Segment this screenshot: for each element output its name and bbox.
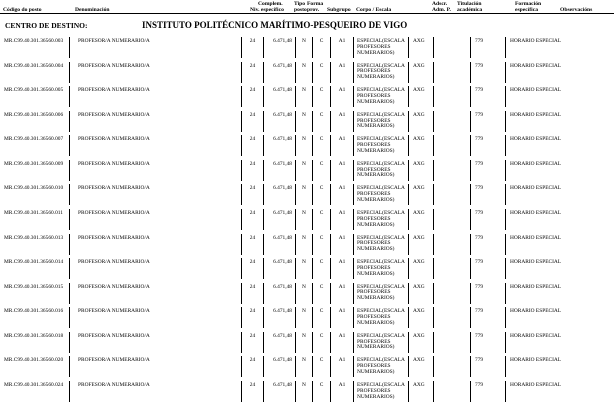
cell-formacion: 779 [470, 356, 505, 377]
cell-denominacion: PROFESOR/A NUMERARIO/A [69, 332, 241, 353]
cell-denominacion: PROFESOR/A NUMERARIO/A [69, 381, 241, 402]
cell-nivel: 24 [241, 307, 263, 328]
table-row [0, 62, 614, 83]
cell-corpo-escala: ESPECIAL(ESCALA PROFESORES NUMERARIOS) [353, 258, 408, 279]
cell-formacion: 779 [470, 209, 505, 230]
cell-forma-prov: C [312, 62, 330, 83]
cell-corpo-escala: ESPECIAL(ESCALA PROFESORES NUMERARIOS) [353, 62, 408, 83]
cell-forma-prov: C [312, 381, 330, 402]
cell-codigo-posto: MR.C99.40.301.36560.014 [4, 259, 64, 266]
cell-tipo-posto: N [295, 381, 312, 402]
cell-codigo-posto: MR.C99.40.301.36560.006 [4, 111, 64, 118]
cell-denominacion: PROFESOR/A NUMERARIO/A [69, 86, 241, 107]
col-header-formacion: Formación [515, 1, 542, 7]
cell-tipo-posto: N [295, 356, 312, 377]
cell-corpo-escala: ESPECIAL(ESCALA PROFESORES NUMERARIOS) [353, 356, 408, 377]
cell-tipo-posto: N [295, 62, 312, 83]
cell-denominacion: PROFESOR/A NUMERARIO/A [69, 111, 241, 132]
cell-tipo-posto: N [295, 86, 312, 107]
cell-tipo-posto: N [295, 111, 312, 132]
cell-nivel: 24 [241, 37, 263, 58]
cell-corpo-escala: ESPECIAL(ESCALA PROFESORES NUMERARIOS) [353, 135, 408, 156]
cell-subgrupo: A1 [330, 184, 353, 205]
cell-adscr-adm-p: AXG [408, 86, 433, 107]
cell-nivel: 24 [241, 135, 263, 156]
cell-observacions: HORARIO ESPECIAL [505, 356, 614, 377]
cell-formacion: 779 [470, 332, 505, 353]
cell-subgrupo: A1 [330, 160, 353, 181]
cell-subgrupo: A1 [330, 209, 353, 230]
cell-subgrupo: A1 [330, 234, 353, 255]
cell-titulacion [433, 356, 470, 377]
cell-forma-prov: C [312, 184, 330, 205]
cell-forma-prov: C [312, 209, 330, 230]
col-header-complem: Complem. [258, 1, 283, 7]
col-header-subgrupo: Subgrupo [327, 7, 351, 13]
cell-complem-especifico: 6.471,48 [263, 258, 295, 279]
cell-tipo-posto: N [295, 37, 312, 58]
table-row [0, 381, 614, 402]
cell-denominacion: PROFESOR/A NUMERARIO/A [69, 307, 241, 328]
col-header-titulacion: Titulación [457, 1, 482, 7]
cell-observacions: HORARIO ESPECIAL [505, 184, 614, 205]
cell-complem-especifico: 6.471,48 [263, 381, 295, 402]
cell-forma-prov: C [312, 283, 330, 304]
table-row [0, 332, 614, 353]
cell-denominacion: PROFESOR/A NUMERARIO/A [69, 209, 241, 230]
cell-complem-especifico: 6.471,48 [263, 283, 295, 304]
cell-observacions: HORARIO ESPECIAL [505, 283, 614, 304]
cell-nivel: 24 [241, 86, 263, 107]
cell-subgrupo: A1 [330, 135, 353, 156]
cell-subgrupo: A1 [330, 283, 353, 304]
table-row [0, 258, 614, 279]
cell-denominacion: PROFESOR/A NUMERARIO/A [69, 258, 241, 279]
col-header-adm-p: Adm. P. [432, 7, 451, 13]
cell-denominacion: PROFESOR/A NUMERARIO/A [69, 160, 241, 181]
cell-corpo-escala: ESPECIAL(ESCALA PROFESORES NUMERARIOS) [353, 381, 408, 402]
cell-formacion: 779 [470, 307, 505, 328]
col-header-prov: prov. [307, 7, 320, 13]
cell-forma-prov: C [312, 332, 330, 353]
cell-corpo-escala: ESPECIAL(ESCALA PROFESORES NUMERARIOS) [353, 111, 408, 132]
cell-formacion: 779 [470, 135, 505, 156]
cell-forma-prov: C [312, 86, 330, 107]
cell-corpo-escala: ESPECIAL(ESCALA PROFESORES NUMERARIOS) [353, 160, 408, 181]
cell-tipo-posto: N [295, 135, 312, 156]
cell-subgrupo: A1 [330, 111, 353, 132]
col-header-niv-especifico: Niv. específico [250, 7, 284, 13]
table-row [0, 184, 614, 205]
cell-observacions: HORARIO ESPECIAL [505, 86, 614, 107]
cell-codigo-posto: MR.C99.40.301.36560.020 [4, 357, 64, 364]
cell-tipo-posto: N [295, 209, 312, 230]
cell-complem-especifico: 6.471,48 [263, 135, 295, 156]
cell-forma-prov: C [312, 258, 330, 279]
cell-subgrupo: A1 [330, 258, 353, 279]
table-row [0, 234, 614, 255]
cell-codigo-posto: MR.C99.40.301.36560.016 [4, 308, 64, 315]
cell-forma-prov: C [312, 160, 330, 181]
table-row [0, 135, 614, 156]
cell-observacions: HORARIO ESPECIAL [505, 234, 614, 255]
table-row [0, 283, 614, 304]
cell-complem-especifico: 6.471,48 [263, 111, 295, 132]
table-row [0, 37, 614, 58]
cell-subgrupo: A1 [330, 62, 353, 83]
cell-adscr-adm-p: AXG [408, 62, 433, 83]
cell-complem-especifico: 6.471,48 [263, 234, 295, 255]
cell-nivel: 24 [241, 184, 263, 205]
table-row [0, 86, 614, 107]
cell-complem-especifico: 6.471,48 [263, 332, 295, 353]
cell-corpo-escala: ESPECIAL(ESCALA PROFESORES NUMERARIOS) [353, 307, 408, 328]
cell-adscr-adm-p: AXG [408, 135, 433, 156]
cell-nivel: 24 [241, 283, 263, 304]
cell-subgrupo: A1 [330, 332, 353, 353]
cell-titulacion [433, 381, 470, 402]
cell-subgrupo: A1 [330, 307, 353, 328]
cell-formacion: 779 [470, 283, 505, 304]
col-header-codigo: Código do posto [3, 7, 42, 13]
cell-adscr-adm-p: AXG [408, 381, 433, 402]
cell-corpo-escala: ESPECIAL(ESCALA PROFESORES NUMERARIOS) [353, 209, 408, 230]
cell-adscr-adm-p: AXG [408, 356, 433, 377]
cell-tipo-posto: N [295, 332, 312, 353]
cell-forma-prov: C [312, 111, 330, 132]
cell-nivel: 24 [241, 160, 263, 181]
cell-corpo-escala: ESPECIAL(ESCALA PROFESORES NUMERARIOS) [353, 332, 408, 353]
cell-titulacion [433, 184, 470, 205]
cell-titulacion [433, 283, 470, 304]
col-header-especifica: específica [515, 7, 538, 13]
cell-codigo-posto: MR.C99.40.301.36560.010 [4, 185, 64, 192]
cell-codigo-posto: MR.C99.40.301.36560.018 [4, 332, 64, 339]
cell-nivel: 24 [241, 62, 263, 83]
cell-adscr-adm-p: AXG [408, 234, 433, 255]
cell-titulacion [433, 62, 470, 83]
cell-forma-prov: C [312, 307, 330, 328]
cell-forma-prov: C [312, 356, 330, 377]
cell-codigo-posto: MR.C99.40.301.36560.015 [4, 283, 64, 290]
cell-forma-prov: C [312, 37, 330, 58]
centro-destino-value: INSTITUTO POLITÉCNICO MARÍTIMO-PESQUEIRO DE VIGO [142, 19, 408, 30]
cell-observacions: HORARIO ESPECIAL [505, 37, 614, 58]
cell-adscr-adm-p: AXG [408, 283, 433, 304]
cell-complem-especifico: 6.471,48 [263, 209, 295, 230]
cell-formacion: 779 [470, 381, 505, 402]
cell-nivel: 24 [241, 111, 263, 132]
cell-complem-especifico: 6.471,48 [263, 62, 295, 83]
cell-tipo-posto: N [295, 184, 312, 205]
col-header-academica: académica [457, 7, 483, 13]
cell-complem-especifico: 6.471,48 [263, 184, 295, 205]
cell-titulacion [433, 86, 470, 107]
cell-complem-especifico: 6.471,48 [263, 160, 295, 181]
cell-adscr-adm-p: AXG [408, 258, 433, 279]
col-header-forma: Forma [307, 1, 324, 7]
cell-complem-especifico: 6.471,48 [263, 356, 295, 377]
col-header-denominacion: Denominación [75, 7, 110, 13]
cell-formacion: 779 [470, 184, 505, 205]
table-row [0, 307, 614, 328]
cell-nivel: 24 [241, 209, 263, 230]
cell-corpo-escala: ESPECIAL(ESCALA PROFESORES NUMERARIOS) [353, 283, 408, 304]
table-row [0, 209, 614, 230]
cell-adscr-adm-p: AXG [408, 184, 433, 205]
cell-observacions: HORARIO ESPECIAL [505, 160, 614, 181]
cell-forma-prov: C [312, 234, 330, 255]
cell-tipo-posto: N [295, 283, 312, 304]
col-header-corpo-escala: Corpo / Escala [356, 7, 392, 13]
cell-nivel: 24 [241, 258, 263, 279]
cell-titulacion [433, 37, 470, 58]
cell-denominacion: PROFESOR/A NUMERARIO/A [69, 62, 241, 83]
cell-adscr-adm-p: AXG [408, 160, 433, 181]
cell-tipo-posto: N [295, 258, 312, 279]
cell-codigo-posto: MR.C99.40.301.36560.005 [4, 87, 64, 94]
cell-formacion: 779 [470, 62, 505, 83]
cell-nivel: 24 [241, 356, 263, 377]
cell-codigo-posto: MR.C99.40.301.36560.024 [4, 381, 64, 388]
cell-titulacion [433, 332, 470, 353]
cell-titulacion [433, 135, 470, 156]
cell-observacions: HORARIO ESPECIAL [505, 307, 614, 328]
cell-denominacion: PROFESOR/A NUMERARIO/A [69, 356, 241, 377]
table-row [0, 111, 614, 132]
table-row [0, 356, 614, 377]
cell-formacion: 779 [470, 258, 505, 279]
cell-titulacion [433, 111, 470, 132]
cell-denominacion: PROFESOR/A NUMERARIO/A [69, 234, 241, 255]
cell-subgrupo: A1 [330, 381, 353, 402]
cell-formacion: 779 [470, 37, 505, 58]
cell-nivel: 24 [241, 234, 263, 255]
cell-adscr-adm-p: AXG [408, 37, 433, 58]
cell-titulacion [433, 307, 470, 328]
col-header-observacions: Observacións [560, 7, 593, 13]
cell-codigo-posto: MR.C99.40.301.36560.007 [4, 136, 64, 143]
cell-observacions: HORARIO ESPECIAL [505, 381, 614, 402]
col-header-tipo: Tipo [294, 1, 306, 7]
cell-codigo-posto: MR.C99.40.301.36560.009 [4, 160, 64, 167]
cell-observacions: HORARIO ESPECIAL [505, 332, 614, 353]
cell-codigo-posto: MR.C99.40.301.36560.004 [4, 62, 64, 69]
cell-formacion: 779 [470, 86, 505, 107]
cell-observacions: HORARIO ESPECIAL [505, 111, 614, 132]
cell-codigo-posto: MR.C99.40.301.36560.003 [4, 38, 64, 44]
cell-tipo-posto: N [295, 234, 312, 255]
cell-adscr-adm-p: AXG [408, 111, 433, 132]
cell-corpo-escala: ESPECIAL(ESCALA PROFESORES NUMERARIOS) [353, 37, 408, 58]
cell-complem-especifico: 6.471,48 [263, 86, 295, 107]
cell-observacions: HORARIO ESPECIAL [505, 209, 614, 230]
cell-formacion: 779 [470, 234, 505, 255]
col-header-posto: posto [294, 7, 307, 13]
cell-titulacion [433, 258, 470, 279]
cell-complem-especifico: 6.471,48 [263, 37, 295, 58]
cell-titulacion [433, 160, 470, 181]
cell-corpo-escala: ESPECIAL(ESCALA PROFESORES NUMERARIOS) [353, 184, 408, 205]
cell-nivel: 24 [241, 332, 263, 353]
cell-adscr-adm-p: AXG [408, 307, 433, 328]
cell-adscr-adm-p: AXG [408, 209, 433, 230]
cell-complem-especifico: 6.471,48 [263, 307, 295, 328]
cell-formacion: 779 [470, 111, 505, 132]
cell-corpo-escala: ESPECIAL(ESCALA PROFESORES NUMERARIOS) [353, 234, 408, 255]
cell-titulacion [433, 209, 470, 230]
cell-tipo-posto: N [295, 307, 312, 328]
cell-observacions: HORARIO ESPECIAL [505, 62, 614, 83]
cell-denominacion: PROFESOR/A NUMERARIO/A [69, 184, 241, 205]
cell-titulacion [433, 234, 470, 255]
cell-denominacion: PROFESOR/A NUMERARIO/A [69, 37, 241, 58]
cell-codigo-posto: MR.C99.40.301.36560.011 [4, 209, 63, 216]
cell-forma-prov: C [312, 135, 330, 156]
cell-codigo-posto: MR.C99.40.301.36560.013 [4, 234, 64, 241]
centro-destino-label: CENTRO DE DESTINO: [5, 21, 88, 30]
cell-nivel: 24 [241, 381, 263, 402]
cell-denominacion: PROFESOR/A NUMERARIO/A [69, 283, 241, 304]
cell-subgrupo: A1 [330, 356, 353, 377]
cell-observacions: HORARIO ESPECIAL [505, 258, 614, 279]
col-header-adscr: Adscr. [432, 1, 448, 7]
cell-subgrupo: A1 [330, 86, 353, 107]
table-row [0, 160, 614, 181]
cell-corpo-escala: ESPECIAL(ESCALA PROFESORES NUMERARIOS) [353, 86, 408, 107]
cell-adscr-adm-p: AXG [408, 332, 433, 353]
cell-tipo-posto: N [295, 160, 312, 181]
cell-denominacion: PROFESOR/A NUMERARIO/A [69, 135, 241, 156]
cell-observacions: HORARIO ESPECIAL [505, 135, 614, 156]
cell-formacion: 779 [470, 160, 505, 181]
cell-subgrupo: A1 [330, 37, 353, 58]
